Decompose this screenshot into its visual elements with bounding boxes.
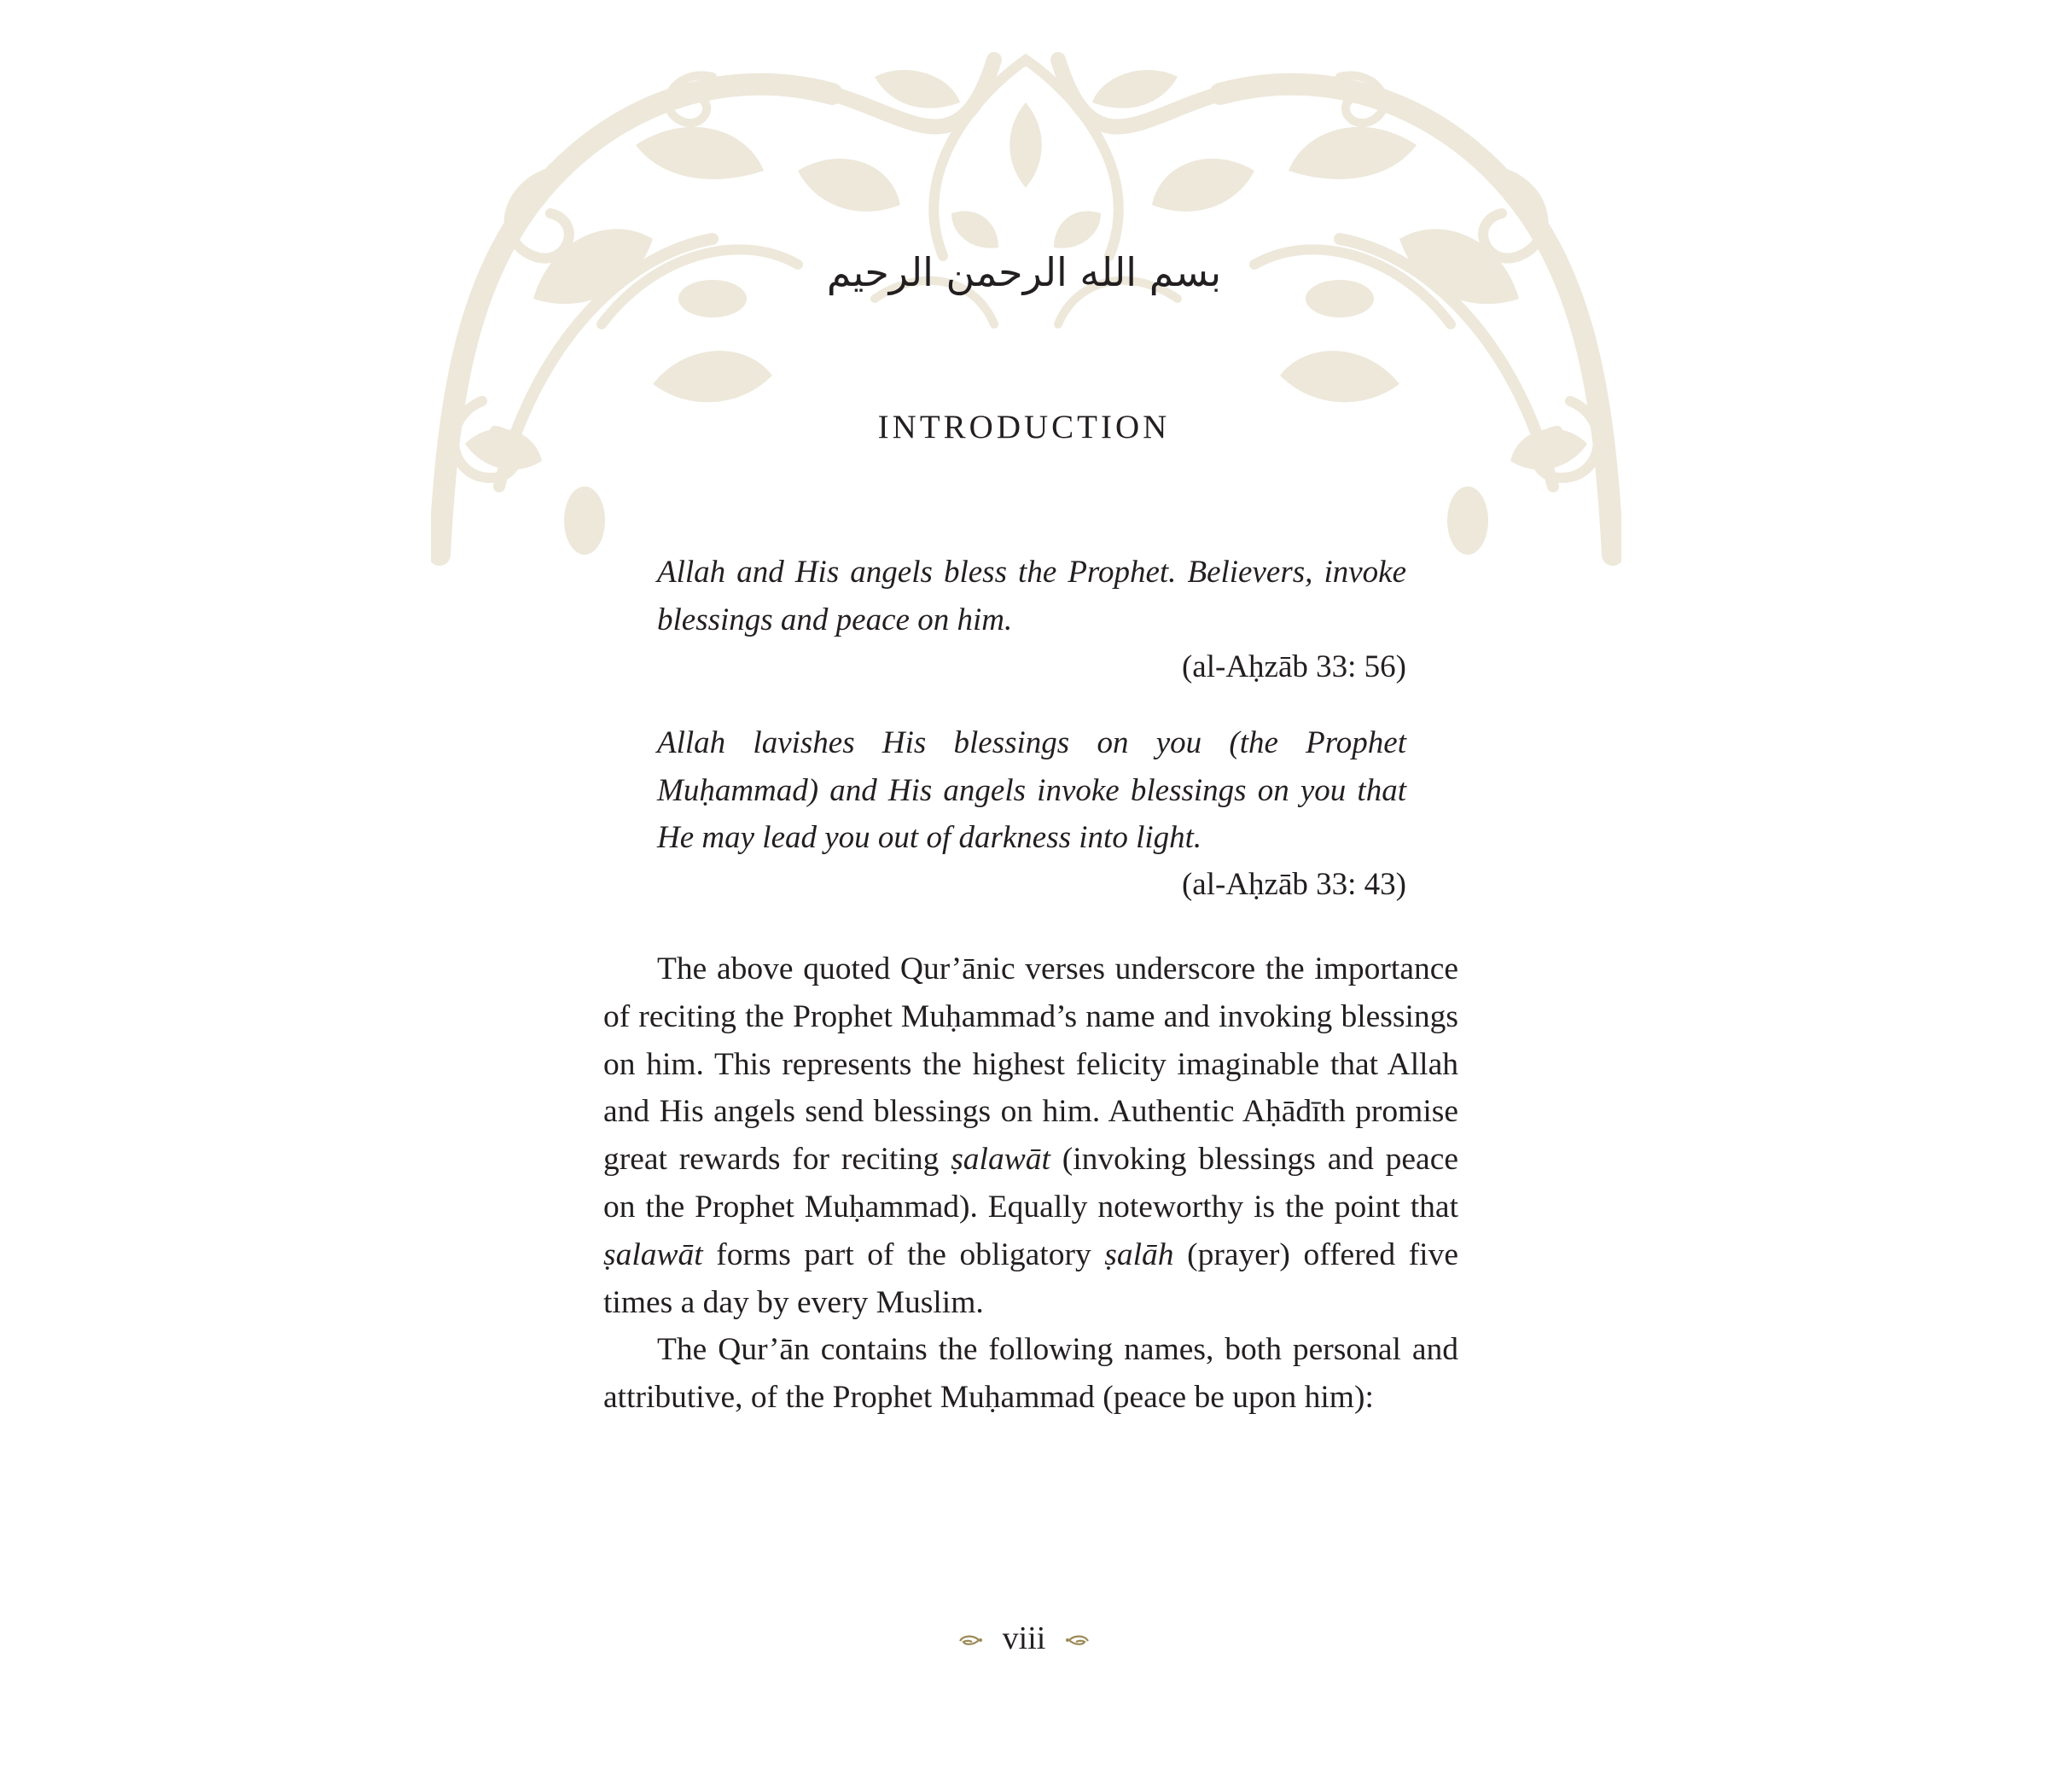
paragraph-2: The Qur’ān contains the following names, both personal and attributive, of the Prophet Muḥammad (peace be upon him): — [603, 1332, 1458, 1416]
paragraph-1-part-d: (prayer) offered five times a day by every Muslim. — [603, 1236, 1458, 1320]
paragraph-1-term-salah: ṣalāh — [1104, 1236, 1174, 1272]
floral-arabesque-header-ornament — [431, 43, 1621, 580]
paragraph-1-part-b: (invoking blessings and peace on the Prophet Muḥammad). Equally noteworthy is the point that — [603, 1142, 1458, 1225]
chapter-title: INTRODUCTION — [877, 409, 1171, 445]
body-text — [603, 945, 1458, 1422]
paragraph-1-part-a: The above quoted Qur’ānic verses underscore the importance of reciting the Prophet Muḥammad’s name and invoking blessings on him. This represents the highest felicity imaginable that Allah and His angels send blessings on him. Authentic Aḥādīth promise great rewards for reciting — [603, 951, 1458, 1178]
paragraph-1-term-salawat-2: ṣalawāt — [603, 1236, 703, 1272]
quote-reference-1: (al-Aḥzāb 33: 56) — [1181, 649, 1406, 684]
paragraph-1 — [603, 945, 1458, 1326]
basmala-calligraphy: بسم الله الرحمن الرحيم — [826, 249, 1222, 295]
quranic-quote-1: Allah and His angels bless the Prophet. Believers, invoke blessings and peace on him. — [657, 555, 1406, 637]
quote-reference-2: (al-Aḥzāb 33: 43) — [1181, 867, 1406, 902]
page-number-left-ornament-icon — [958, 1633, 984, 1649]
paragraph-1-part-c: forms part of the obligatory — [702, 1236, 1105, 1272]
page-number-right-ornament-icon — [1064, 1633, 1090, 1649]
page-number: viii — [1002, 1620, 1046, 1656]
quranic-quote-2: Allah lavishes His blessings on you (the Prophet Muḥammad) and His angels invoke blessings on you that He may lead you out of darkness into light. — [657, 725, 1406, 855]
page-footer — [0, 1617, 2048, 1660]
paragraph-1-term-salawat: ṣalawāt — [951, 1142, 1050, 1178]
